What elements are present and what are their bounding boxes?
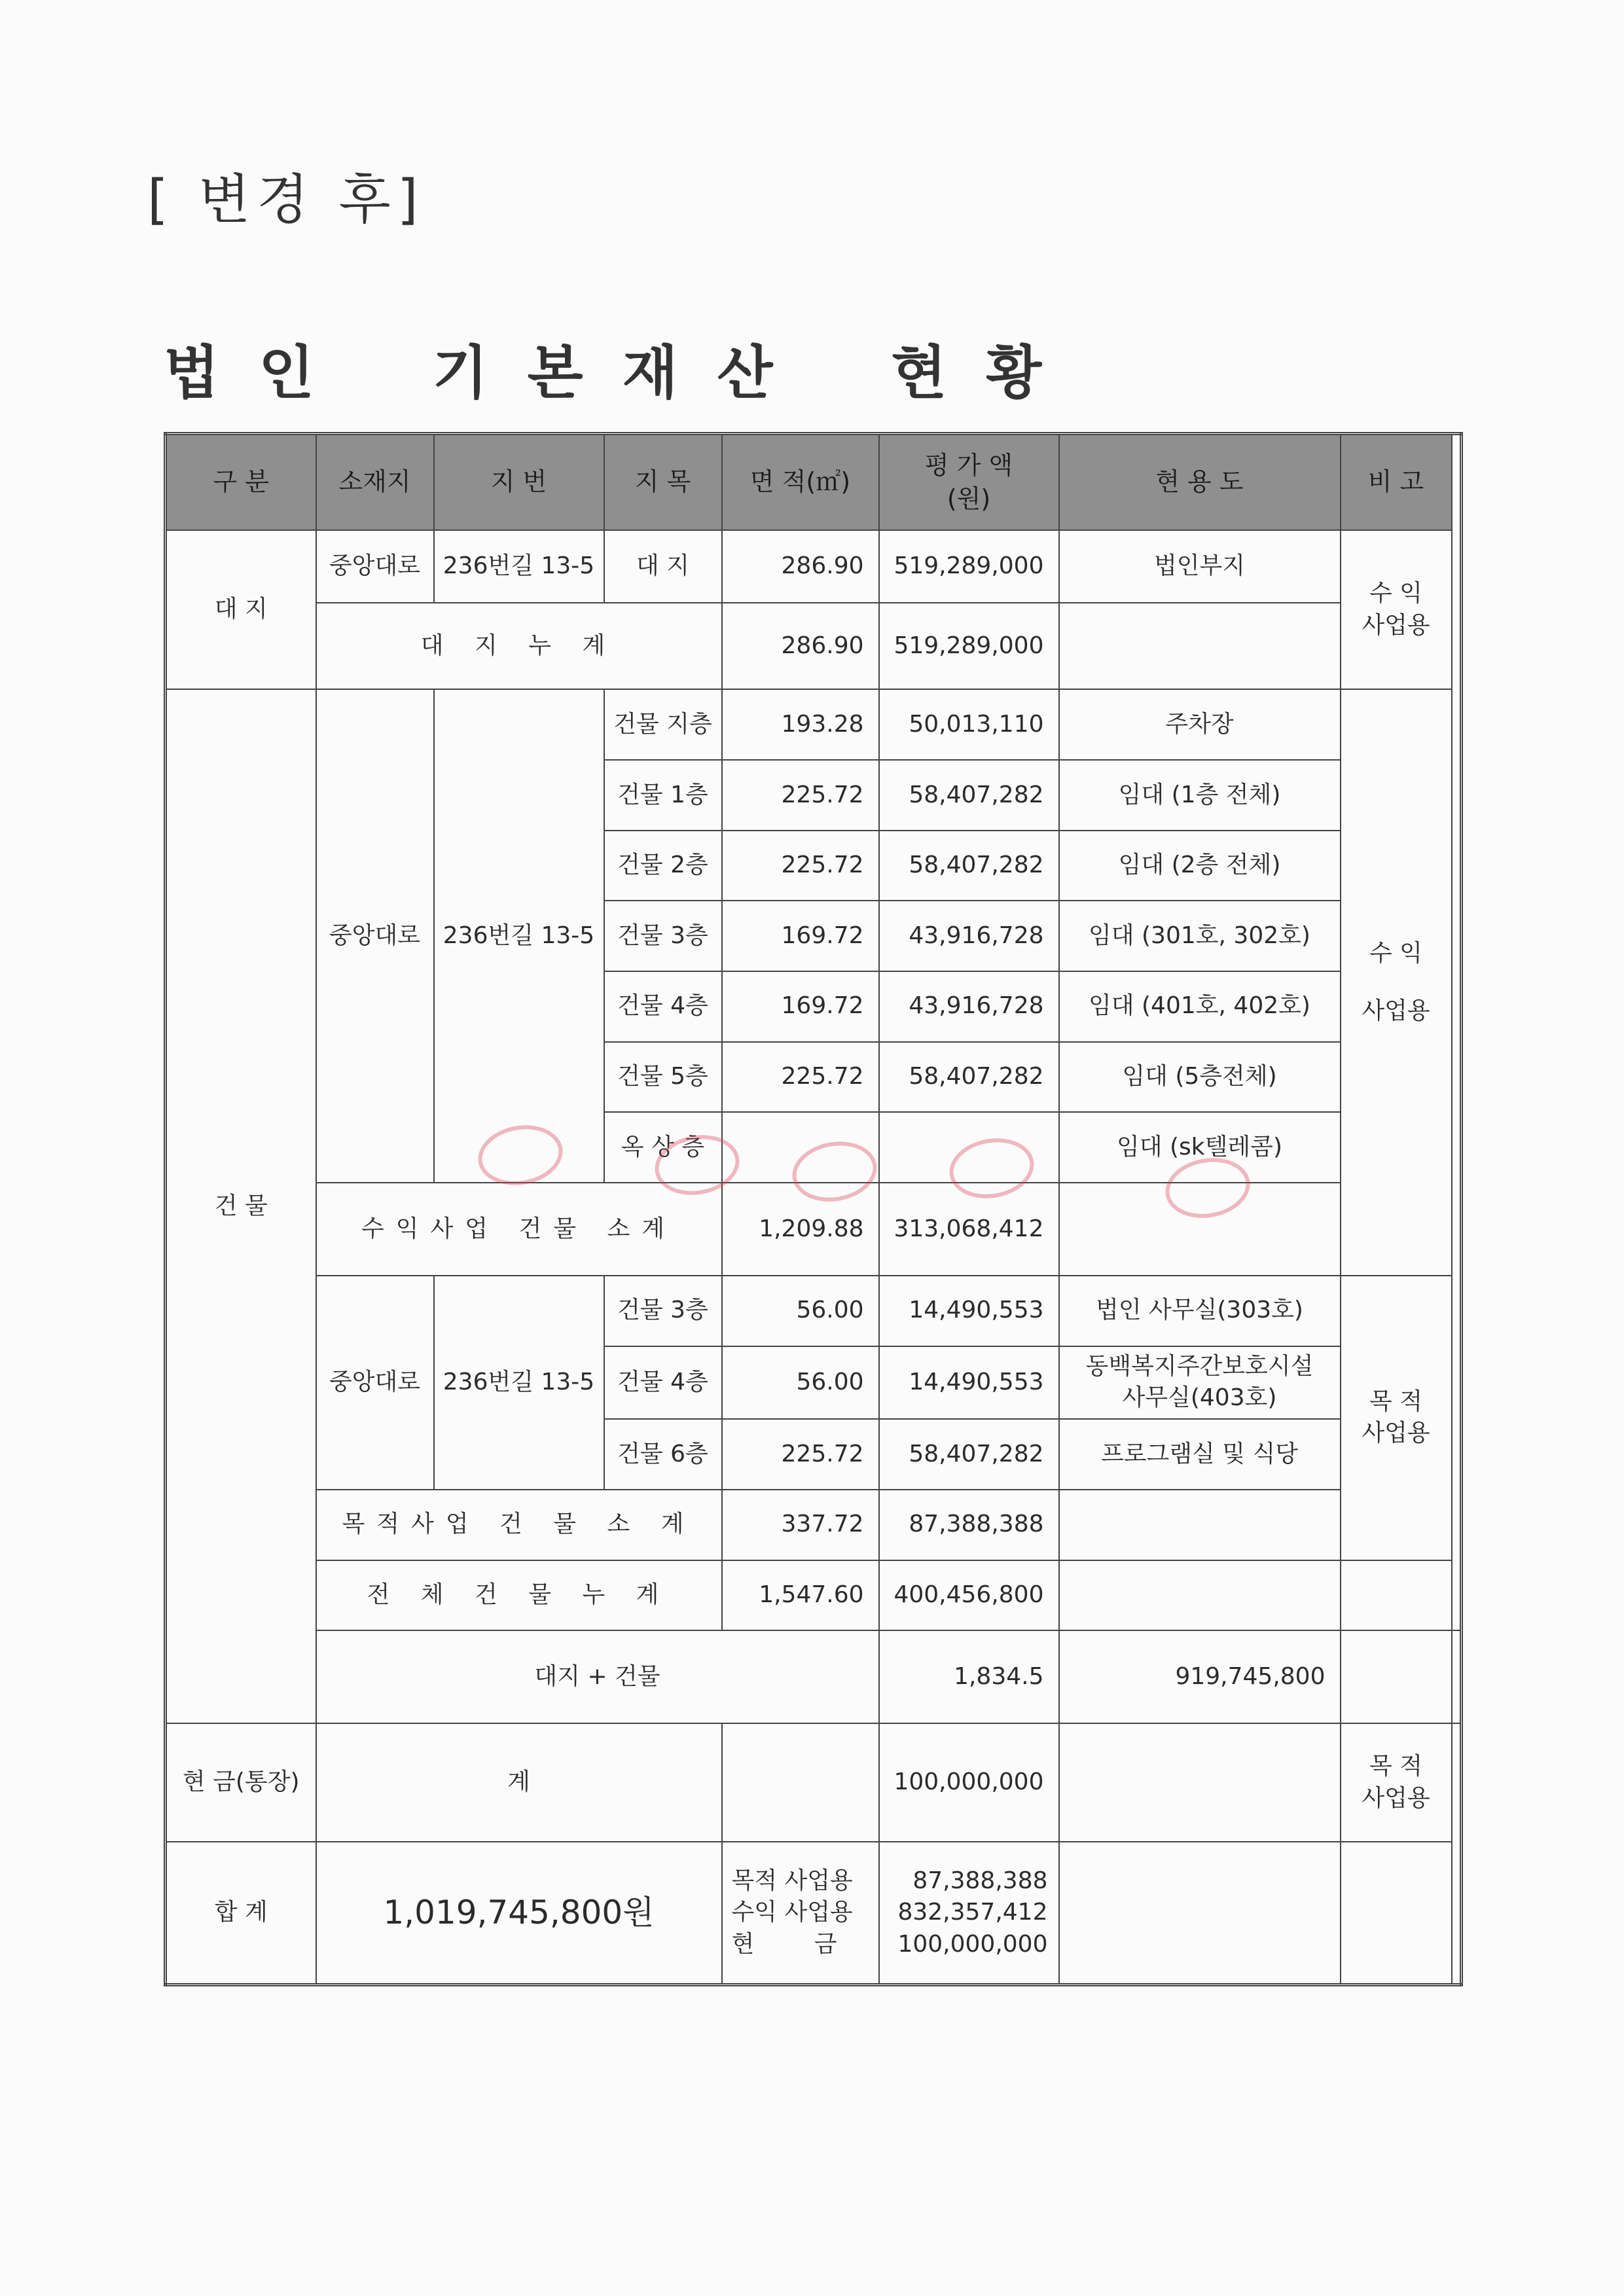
floor-area: 225.72 (722, 1419, 879, 1490)
grand-total-row (166, 1842, 1462, 1984)
income-remark: 수 익 사업용 (1341, 689, 1452, 1276)
floor-value: 58,407,282 (879, 1042, 1059, 1113)
col-lot: 지 번 (434, 434, 604, 530)
building-total-value: 400,456,800 (879, 1560, 1059, 1631)
floor-value: 14,490,553 (879, 1346, 1059, 1420)
floor-label: 건물 2층 (604, 831, 722, 901)
floor-area: 225.72 (722, 831, 879, 901)
building-total-use (1059, 1560, 1341, 1631)
floor-label: 건물 5층 (604, 1042, 722, 1113)
building-category: 건 물 (166, 689, 316, 1723)
grand-total-breakdown-values: 87,388,388 832,357,412 100,000,000 (879, 1842, 1059, 1984)
col-use: 현 용 도 (1059, 434, 1341, 530)
floor-area: 56.00 (722, 1346, 879, 1420)
land-type: 대 지 (604, 530, 722, 603)
land-building-label: 대지 + 건물 (316, 1630, 879, 1723)
floor-use: 임대 (sk텔레콤) (1059, 1112, 1341, 1183)
floor-label: 건물 3층 (604, 901, 722, 971)
floor-area: 169.72 (722, 971, 879, 1042)
floor-area: 225.72 (722, 760, 879, 831)
purpose-subtotal-row (166, 1490, 1462, 1560)
building-total-remark (1341, 1560, 1452, 1631)
land-building-remark (1452, 1630, 1462, 1723)
cash-label: 계 (316, 1723, 722, 1842)
purpose-remark: 목 적 사업용 (1341, 1276, 1452, 1560)
income-subtotal-value: 313,068,412 (879, 1183, 1059, 1276)
grand-total-amount: 1,019,745,800원 (316, 1842, 722, 1984)
floor-label: 건물 3층 (604, 1276, 722, 1346)
floor-area: 56.00 (722, 1276, 879, 1346)
floor-use: 프로그램실 및 식당 (1059, 1419, 1341, 1490)
floor-use: 임대 (301호, 302호) (1059, 901, 1341, 971)
floor-use: 임대 (1층 전체) (1059, 760, 1341, 831)
land-building-use (1341, 1630, 1452, 1723)
col-type: 지 목 (604, 434, 722, 530)
floor-area: 193.28 (722, 689, 879, 760)
floor-label: 건물 4층 (604, 971, 722, 1042)
floor-use: 임대 (5층전체) (1059, 1042, 1341, 1113)
floor-use: 동백복지주간보호시설 사무실(403호) (1059, 1346, 1341, 1420)
land-lot: 236번길 13-5 (434, 530, 604, 603)
income-subtotal-area: 1,209.88 (722, 1183, 879, 1276)
purpose-subtotal-area: 337.72 (722, 1490, 879, 1560)
floor-label: 건물 4층 (604, 1346, 722, 1420)
floor-use: 주차장 (1059, 689, 1341, 760)
land-subtotal-label: 대 지 누 계 (316, 603, 722, 689)
purpose-subtotal-use (1059, 1490, 1341, 1560)
floor-label: 건물 1층 (604, 760, 722, 831)
land-category: 대 지 (166, 530, 316, 690)
col-location: 소재지 (316, 434, 434, 530)
asset-table (164, 432, 1463, 1986)
page-heading: [ 변경 후] (147, 169, 425, 231)
floor-use: 법인 사무실(303호) (1059, 1276, 1341, 1346)
floor-value: 58,407,282 (879, 1419, 1059, 1490)
grand-total-remark (1341, 1842, 1452, 1984)
floor-label: 건물 지층 (604, 689, 722, 760)
floor-label: 옥 상 층 (604, 1112, 722, 1183)
grand-total-label: 합 계 (166, 1842, 316, 1984)
land-value: 519,289,000 (879, 530, 1059, 603)
land-location: 중앙대로 (316, 530, 434, 603)
land-remark: 수 익 사업용 (1341, 530, 1452, 690)
col-value: 평 가 액 (원) (879, 434, 1059, 530)
floor-use: 임대 (2층 전체) (1059, 831, 1341, 901)
building-total-label: 전 체 건 물 누 계 (316, 1560, 722, 1631)
floor-area: 169.72 (722, 901, 879, 971)
cash-use (1059, 1723, 1341, 1842)
cash-remark: 목 적 사업용 (1341, 1723, 1452, 1842)
income-location: 중앙대로 (316, 689, 434, 1182)
land-subtotal-row (166, 603, 1462, 689)
land-row (166, 530, 1462, 603)
cash-area (722, 1723, 879, 1842)
floor-value: 50,013,110 (879, 689, 1059, 760)
floor-value: 58,407,282 (879, 831, 1059, 901)
land-subtotal-value: 519,289,000 (879, 603, 1059, 689)
floor-area: 225.72 (722, 1042, 879, 1113)
income-subtotal-label: 수익사업 건물 소계 (316, 1183, 722, 1276)
land-use: 법인부지 (1059, 530, 1341, 603)
building-total-area: 1,547.60 (722, 1560, 879, 1631)
purpose-subtotal-label: 목적사업 건 물 소 계 (316, 1490, 722, 1560)
land-subtotal-use (1059, 603, 1341, 689)
land-building-value: 919,745,800 (1059, 1630, 1341, 1723)
cash-value: 100,000,000 (879, 1723, 1059, 1842)
land-area: 286.90 (722, 530, 879, 603)
cash-row (166, 1723, 1462, 1842)
floor-value: 14,490,553 (879, 1276, 1059, 1346)
floor-value: 58,407,282 (879, 760, 1059, 831)
col-category: 구 분 (166, 434, 316, 530)
land-building-row (166, 1630, 1462, 1723)
grand-total-use (1059, 1842, 1341, 1984)
land-subtotal-area: 286.90 (722, 603, 879, 689)
land-building-area: 1,834.5 (879, 1630, 1059, 1723)
floor-label: 건물 6층 (604, 1419, 722, 1490)
floor-value: 43,916,728 (879, 901, 1059, 971)
table-row (166, 1276, 1462, 1346)
floor-use: 임대 (401호, 402호) (1059, 971, 1341, 1042)
header-row (166, 434, 1462, 530)
income-lot: 236번길 13-5 (434, 689, 604, 1182)
grand-total-breakdown-labels: 목적 사업용 수익 사업용 현 금 (722, 1842, 879, 1984)
purpose-subtotal-value: 87,388,388 (879, 1490, 1059, 1560)
purpose-lot: 236번길 13-5 (434, 1276, 604, 1490)
document-title: 법인 기본재산 현황 (164, 339, 1081, 406)
cash-category: 현 금(통장) (166, 1723, 316, 1842)
building-total-row (166, 1560, 1462, 1631)
floor-value: 43,916,728 (879, 971, 1059, 1042)
col-remark: 비 고 (1341, 434, 1452, 530)
purpose-location: 중앙대로 (316, 1276, 434, 1490)
table-row (166, 689, 1462, 760)
col-area: 면 적(㎡) (722, 434, 879, 530)
